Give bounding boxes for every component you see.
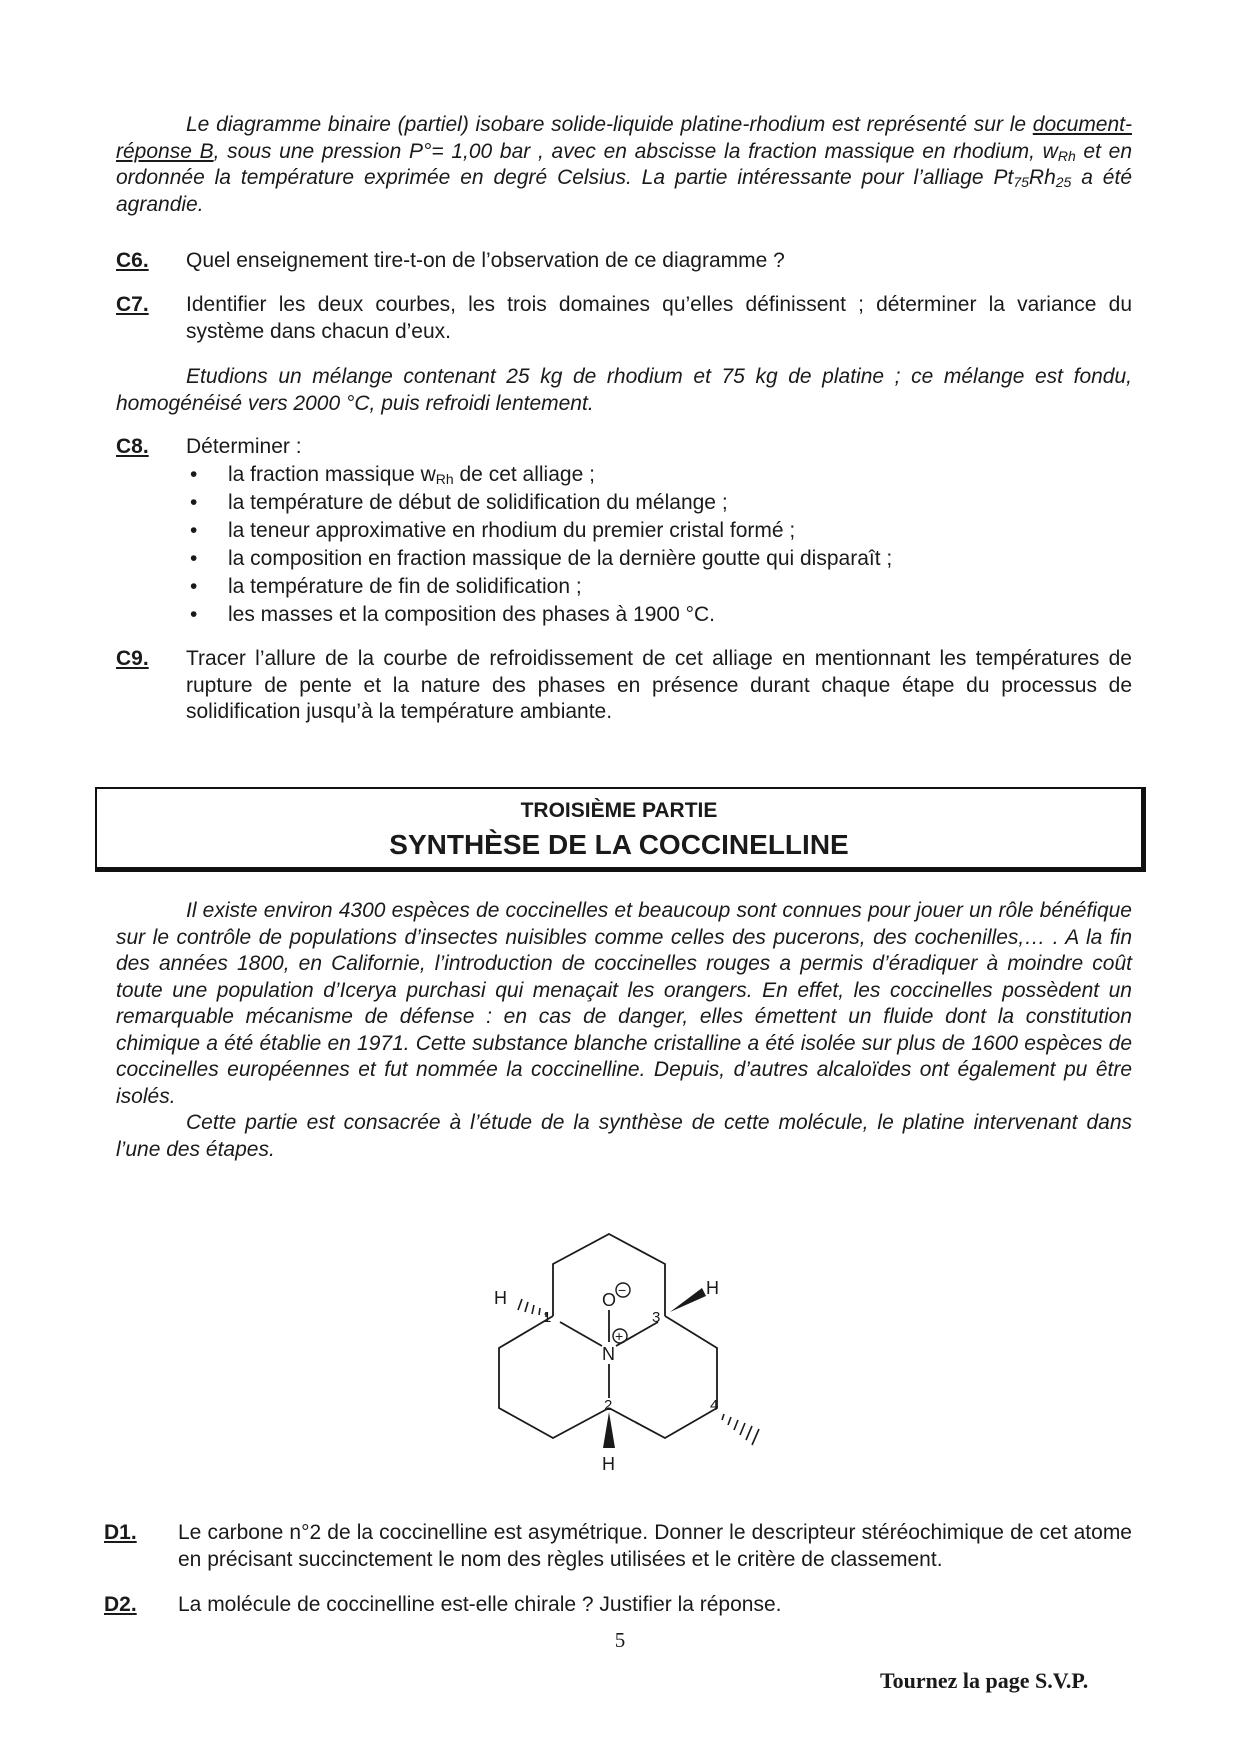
hashed-wedge-c4 [722, 1414, 759, 1445]
subscript-25: 25 [1055, 174, 1072, 190]
page-number: 5 [614, 1628, 626, 1652]
section-subtitle: TROISIÈME PARTIE [520, 799, 718, 822]
question-text: Déterminer : [186, 435, 302, 458]
carbon-number-2: 2 [604, 1397, 613, 1414]
list-item: • la fraction massique $w_{Rh}$ de cet alliage ; [186, 461, 1132, 489]
intro-text-d: et en ordonnée la température exprimée en degré Celsius. La partie intéressante pour l’alliage Pt [116, 139, 1132, 189]
carbon-number-3: 3 [652, 1309, 661, 1326]
subscript-75: 75 [1013, 174, 1029, 190]
list-item: • la température de fin de solidification ; [186, 573, 1132, 601]
c8-bullet-list [186, 461, 1132, 629]
question-label: D2. [104, 1593, 137, 1616]
question-c9 [116, 646, 1132, 726]
hydrogen-c1-label: H [494, 1288, 507, 1308]
list-item: • la teneur approximative en rhodium du premier cristal formé ; [186, 517, 1132, 545]
nitrogen-label: N [602, 1344, 615, 1364]
list-item: • les masses et la composition des phases à 1900 °C. [186, 601, 1132, 629]
hashed-wedge-c1 [518, 1299, 546, 1317]
negative-charge-label: − [618, 1282, 627, 1298]
carbon-number-4: 4 [710, 1397, 719, 1414]
turn-page-note: Tournez la page S.V.P. [880, 1668, 1089, 1693]
hydrogen-c3-label: H [706, 1278, 719, 1298]
intro-text-e: Rh [1028, 166, 1056, 189]
document-reference: document-réponse B [116, 113, 1132, 163]
question-label: C7. [116, 293, 149, 316]
question-label: C9. [116, 647, 149, 670]
section-header-box [95, 787, 1146, 872]
hydrogen-c2-label: H [602, 1454, 615, 1474]
coccinelline-structure [480, 1198, 800, 1498]
question-c8 [116, 434, 1132, 629]
question-text: Identifier les deux courbes, les trois domaines qu’elles définissent ; déterminer la variance du système dans chacun d’eux. [186, 293, 1132, 343]
question-text: Le carbone n°2 de la coccinelline est asymétrique. Donner le descripteur stéréochimique de cet atome en précisant succinctement le nom des règles utilisées et le critère de classement. [178, 1521, 1132, 1571]
question-c6 [116, 248, 1132, 275]
mixture-paragraph [116, 364, 1132, 417]
coccinelle-text: Il existe environ 4300 espèces de coccinelles et beaucoup sont connues pour jouer un rôle bénéfique sur le contrôle de populations d’insectes nuisibles comme celles des pucerons, des cochenilles,… . A la fin des années 1800, en Californie, l’introduction de coccinelles rouges a permis d’éradiquer à moindre coût toute une population d’Icerya purchasi qui menaçait les orangers. En effet, les coccinelles possèdent un remarquable mécanisme de défense : en cas de danger, elles émettent un fluide dont la constitution chimique a été établie en 1971. Cette substance blanche cristalline a été isolée sur plus de 1600 espèces de coccinelles européennes et fut nommée la coccinelline. Depuis, d’autres alcaloïdes ont également pu être isolés. [116, 899, 1132, 1108]
intro-paragraph [116, 112, 1132, 218]
list-item: • la composition en fraction massique de la dernière goutte qui disparaît ; [186, 545, 1132, 573]
question-c7 [116, 292, 1132, 345]
intro-text-b: , sous une pression [213, 139, 409, 163]
mixture-text: Etudions un mélange contenant 25 kg de rhodium et 75 kg de platine ; ce mélange est fondu, homogénéisé vers 2000 °C, puis refroidi lentement. [116, 365, 1132, 415]
question-text: La molécule de coccinelline est-elle chirale ? Justifier la réponse. [178, 1593, 782, 1616]
solid-wedge-c2 [603, 1412, 615, 1448]
question-text: Tracer l’allure de la courbe de refroidissement de cet alliage en mentionnant les températures de rupture de pente et la nature des phases en présence durant chaque étape du processus de solidification jusqu’à la température ambiante. [186, 647, 1132, 723]
list-item: • la température de début de solidification du mélange ; [186, 489, 1132, 517]
solid-wedge-c3 [670, 1288, 706, 1312]
question-label: C8. [116, 435, 149, 458]
synthesis-text: Cette partie est consacrée à l’étude de la synthèse de cette molécule, le platine intervenant dans l’une des étapes. [116, 1111, 1132, 1161]
section-title: SYNTHÈSE DE LA COCCINELLINE [389, 829, 849, 860]
coccinelle-paragraph [116, 898, 1132, 1163]
question-label: C6. [116, 249, 149, 272]
subscript-rh: Rh [1057, 147, 1076, 164]
intro-text-c: , avec en abscisse la fraction massique en rhodium, w [530, 139, 1058, 163]
question-text: Quel enseignement tire-t-on de l’observation de ce diagramme ? [186, 249, 785, 272]
oxygen-label: O [602, 1290, 617, 1310]
question-d2 [104, 1592, 1132, 1619]
question-d1 [104, 1520, 1132, 1573]
intro-text-a: Le diagramme binaire (partiel) isobare solide-liquide platine-rhodium est représenté sur le [186, 113, 1033, 136]
carbon-number-1: 1 [543, 1309, 552, 1326]
intro-text-f: a été agrandie. [116, 166, 1132, 216]
question-label: D1. [104, 1521, 137, 1544]
pressure-value: P°= 1,00 bar [409, 139, 531, 163]
positive-charge-label: + [615, 1328, 624, 1344]
